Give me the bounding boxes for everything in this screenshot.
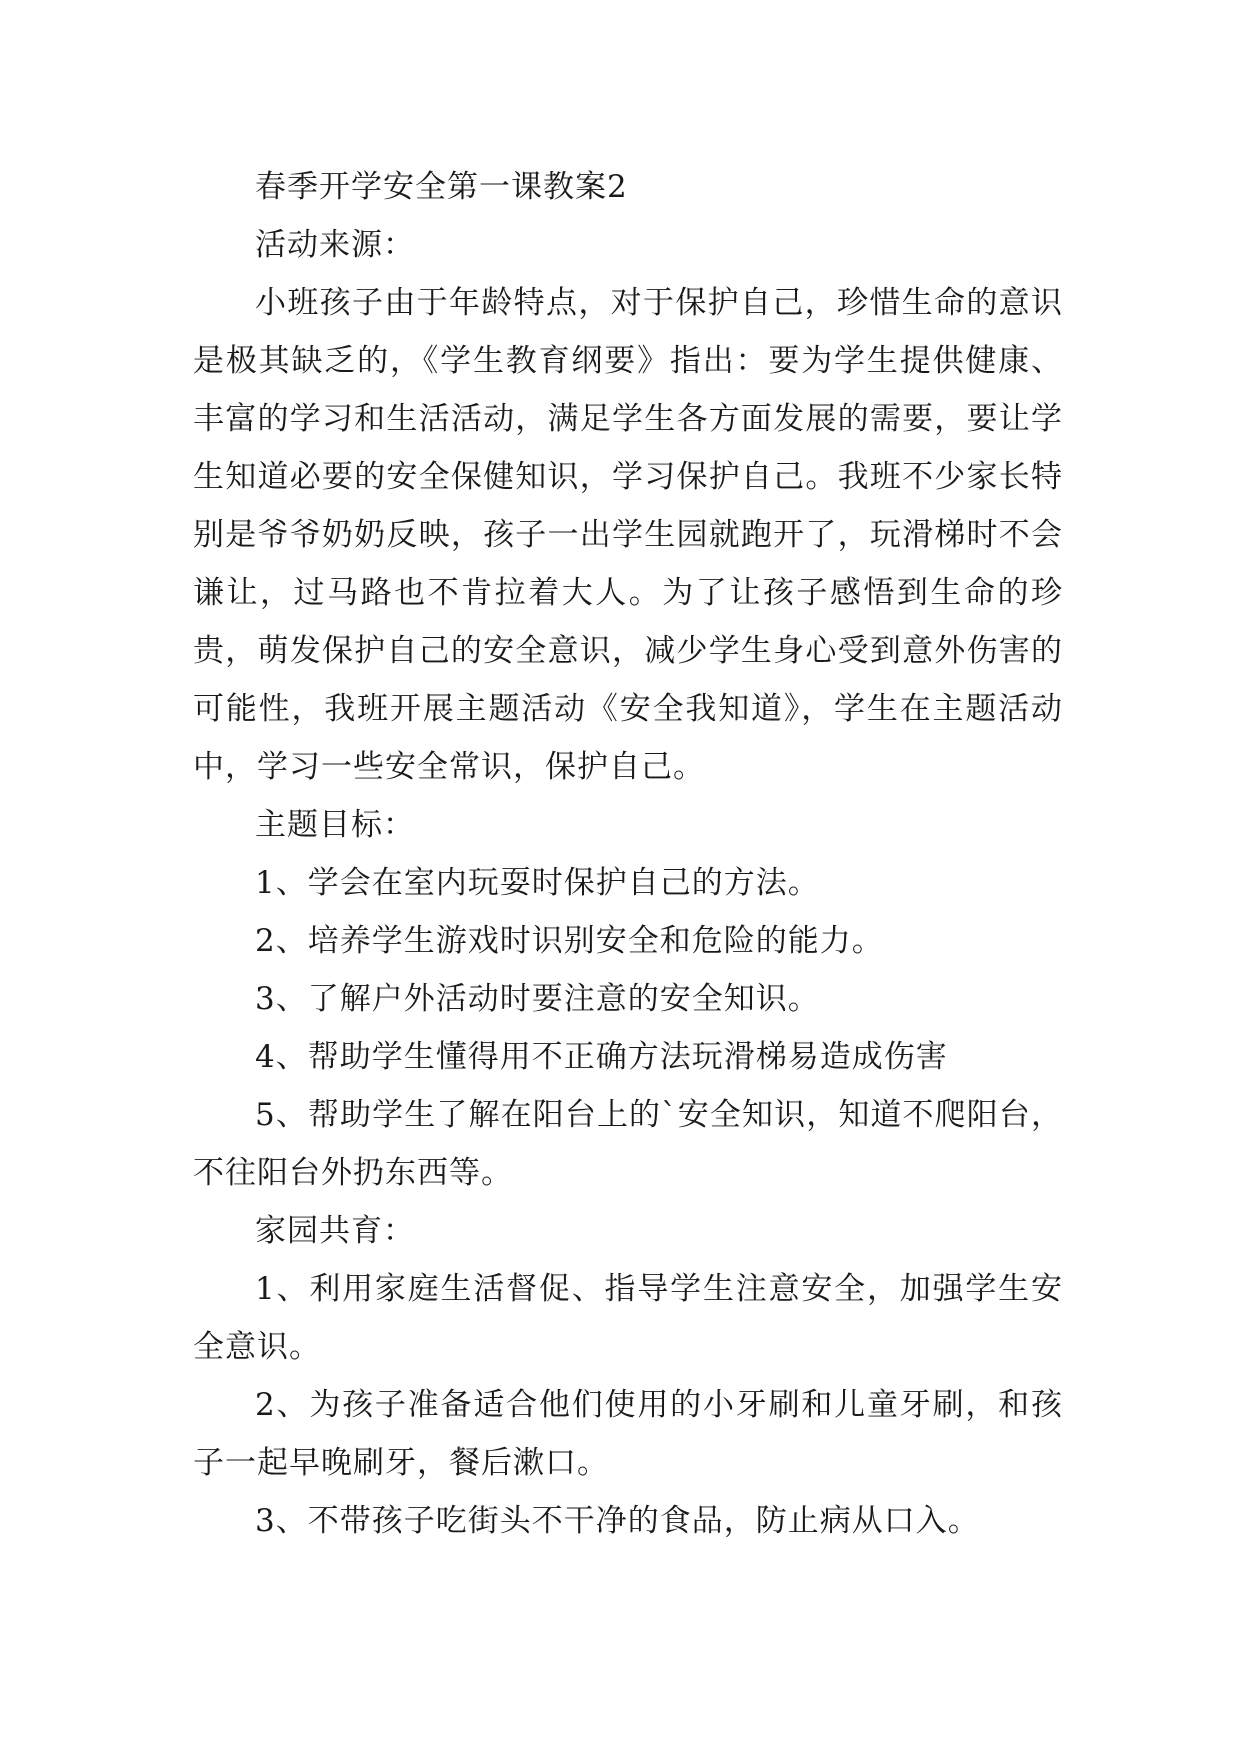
section-heading-home: 家园共育： (255, 1213, 415, 1249)
home-item: 2、为孩子准备适合他们使用的小牙刷和儿童牙刷，和孩子一起早晚刷牙，餐后漱口。 (193, 1387, 1063, 1481)
goal-item: 4、帮助学生懂得用不正确方法玩滑梯易造成伤害 (255, 1039, 948, 1075)
document-title: 春季开学安全第一课教案2 (255, 169, 628, 205)
document-body (193, 158, 1063, 1550)
goal-item: 1、学会在室内玩耍时保护自己的方法。 (255, 865, 820, 901)
section-heading-source: 活动来源： (255, 227, 415, 263)
goal-item: 5、帮助学生了解在阳台上的`安全知识，知道不爬阳台，不往阳台外扔东西等。 (193, 1097, 1063, 1191)
goal-item: 3、了解户外活动时要注意的安全知识。 (255, 981, 820, 1017)
paragraph-source: 小班孩子由于年龄特点，对于保护自己，珍惜生命的意识是极其缺乏的，《学生教育纲要》指出：要为学生提供健康、丰富的学习和生活活动，满足学生各方面发展的需要，要让学生知道必要的安全保健知识，学习保护自己。我班不少家长特别是爷爷奶奶反映，孩子一出学生园就跑开了，玩滑梯时不会谦让，过马路也不肯拉着大人。为了让孩子感悟到生命的珍贵，萌发保护自己的安全意识，减少学生身心受到意外伤害的可能性，我班开展主题活动《安全我知道》，学生在主题活动中，学习一些安全常识，保护自己。 (193, 285, 1063, 785)
home-item: 3、不带孩子吃街头不干净的食品，防止病从口入。 (255, 1503, 980, 1539)
section-heading-goals: 主题目标： (255, 807, 415, 843)
goal-item: 2、培养学生游戏时识别安全和危险的能力。 (255, 923, 884, 959)
home-item: 1、利用家庭生活督促、指导学生注意安全，加强学生安全意识。 (193, 1271, 1063, 1365)
